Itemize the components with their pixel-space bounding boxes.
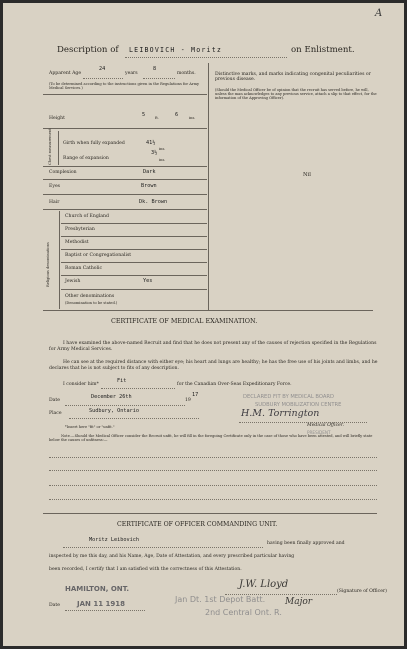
religion-methodist: Methodist (65, 240, 89, 245)
marks-value: Nil (303, 172, 311, 178)
hair-divider (43, 209, 207, 210)
girth-label: Girth when fully expanded (63, 141, 125, 146)
unfit-cause-line (49, 499, 377, 500)
medical-date-line (65, 405, 185, 406)
hamilton-stamp-city: HAMILTON, ONT. (65, 585, 130, 593)
enlistment-form-page (3, 3, 404, 646)
medical-heading: CERTIFICATE OF MEDICAL EXAMINATION. (111, 317, 258, 325)
hair-label: Hair (49, 200, 60, 205)
commanding-officer-signature: J.W. Lloyd (239, 579, 289, 590)
depot-stamp-line-2: 2nd Central Ont. R. (205, 608, 282, 617)
years-label: years (125, 71, 138, 76)
medical-officer-sig-line (239, 422, 367, 423)
girth-ins-label: ins. (159, 147, 166, 151)
marks-note: (Should the Medical Officer be of opinion that the recruit has served before, he will, unless the man acknowledges to any previous service, attach a slip to that effect, for the information of the Approving Officer). (215, 88, 377, 101)
religion-row-line (61, 289, 207, 290)
medical-paragraph-1: I have examined the above-named Recruit and find that he does not present any of the causes of rejection specified in the Regulations for Army Medical Services. (49, 341, 377, 353)
height-ins-value: 6 (175, 112, 179, 118)
hamilton-stamp-date: JAN 11 1918 (77, 600, 125, 608)
age-note: (To be determined according to the instructions given in the Regulations for Army Medical Services.) (49, 82, 200, 91)
medical-date-value: December 26th (91, 394, 132, 400)
commanding-heading: CERTIFICATE OF OFFICER COMMANDING UNIT. (117, 521, 278, 528)
months-label: months. (177, 71, 196, 76)
religion-other-note: (Denomination to be stated.) (65, 301, 118, 305)
age-months-value: 8 (153, 66, 157, 72)
title-underline (125, 57, 287, 58)
title-prefix: Description of (57, 45, 119, 55)
medical-officer-label: Medical Officer. (307, 423, 345, 428)
commanding-line-2: inspected by me this day, and his Name, Age, Date of Attestation, and every prescribed particular having (49, 554, 295, 559)
ins-label: ins. (189, 116, 196, 120)
medical-bottom-line (43, 513, 377, 514)
medical-board-stamp-line-1: DECLARED FIT BY MEDICAL BOARD (243, 394, 334, 400)
medical-date-label: Date (49, 398, 60, 403)
recruit-name: LEIBOVICH - Moritz (129, 46, 223, 54)
commanding-date-line (65, 610, 145, 611)
complexion-label: Complexion (49, 170, 77, 175)
place-label: Place (49, 411, 62, 416)
religion-church-of-england: Church of England (65, 214, 109, 219)
unfit-cause-line (49, 457, 377, 458)
unfit-cause-line (49, 470, 377, 471)
complexion-divider (43, 179, 207, 180)
chest-label: Chest measurement (48, 128, 52, 165)
unfit-cause-line (49, 485, 377, 486)
eyes-divider (43, 194, 207, 195)
jewish-value: Yes (143, 278, 153, 284)
consider-suffix: for the Canadian Over-Seas Expeditionary Force. (177, 382, 292, 387)
range-ins-label: ins. (159, 158, 166, 162)
insert-note: *Insert here "fit" or "unfit." (65, 425, 115, 429)
religion-presbyterian: Presbyterian (65, 227, 95, 232)
age-label: Apparent Age (49, 71, 82, 76)
chest-divider (43, 166, 207, 167)
religion-baptist: Baptist or Congregationalist (65, 253, 132, 258)
medical-year-value: 17 (192, 392, 199, 398)
religion-brace (59, 211, 60, 309)
medical-year-prefix: 19 (185, 398, 191, 403)
commanding-recruit-name: Moritz Leibovich (89, 537, 139, 543)
fit-value: Fit (117, 378, 127, 384)
religion-row-line (61, 249, 207, 250)
eyes-label: Eyes (49, 184, 61, 189)
commanding-officer-title: Major (285, 597, 313, 607)
range-value: 3½ (151, 150, 158, 156)
eyes-value: Brown (141, 183, 157, 189)
commanding-line-1-suffix: having been finally approved and (267, 541, 345, 546)
height-divider (43, 128, 207, 129)
age-months-line (143, 78, 175, 79)
medical-paragraph-2: He can see at the required distance with either eye; his heart and lungs are healthy; he has the free use of his joints and limbs, and he declares that he is not subject to fits of any description. (49, 360, 378, 372)
chest-brace (58, 131, 59, 165)
column-divider (208, 63, 209, 311)
medical-board-stamp-line-3: PRESIDENT (307, 430, 331, 435)
religion-row-line (61, 275, 207, 276)
place-line (69, 418, 199, 419)
place-value: Sudbury, Ontario (89, 408, 139, 414)
age-years-value: 24 (99, 66, 106, 72)
religion-roman-catholic: Roman Catholic (65, 266, 103, 271)
description-bottom-line (43, 310, 373, 311)
medical-board-stamp-line-2: SUDBURY MOBILIZATION CENTRE (255, 402, 342, 408)
girth-value: 41½ (146, 140, 156, 146)
religion-row-line (61, 262, 207, 263)
fit-line (101, 388, 175, 389)
religion-jewish: Jewish (65, 279, 81, 284)
religion-row-line (61, 236, 207, 237)
medical-officer-signature: H.M. Torrington (241, 408, 320, 419)
marks-heading: Distinctive marks, and marks indicating congenital peculiarities or previous disease. (215, 72, 371, 83)
religion-row-line (61, 223, 207, 224)
height-label: Height (49, 116, 65, 121)
consider-prefix: I consider him* (63, 382, 99, 387)
ft-label: ft. (155, 116, 159, 120)
depot-stamp-line-1: Jan Dt. 1st Depot Batt. (175, 595, 266, 604)
signature-of-officer-label: (Signature of Officer) (337, 589, 387, 594)
hair-value: Dk. Brown (139, 199, 168, 205)
complexion-value: Dark (143, 169, 156, 175)
age-years-line (83, 78, 123, 79)
age-divider (43, 94, 207, 95)
height-ft-value: 5 (142, 112, 146, 118)
commanding-name-line (63, 547, 263, 548)
corner-mark: A (375, 8, 383, 19)
religion-label: Religious denominations (46, 242, 50, 287)
commanding-line-3: been recorded, I certify that I am satisfied with the correctness of this Attestation. (49, 567, 242, 572)
religion-other: Other denominations (65, 294, 115, 299)
unfit-note: Note.—Should the Medical Officer consider the Recruit unfit, he will fill in the foregoing Certificate only in the case of those who have been attested, and will briefly state below the causes of unfitness:— (49, 434, 373, 443)
title-suffix: on Enlistment. (291, 45, 355, 55)
commanding-date-label: Date (49, 603, 60, 608)
range-label: Range of expansion (63, 156, 109, 161)
